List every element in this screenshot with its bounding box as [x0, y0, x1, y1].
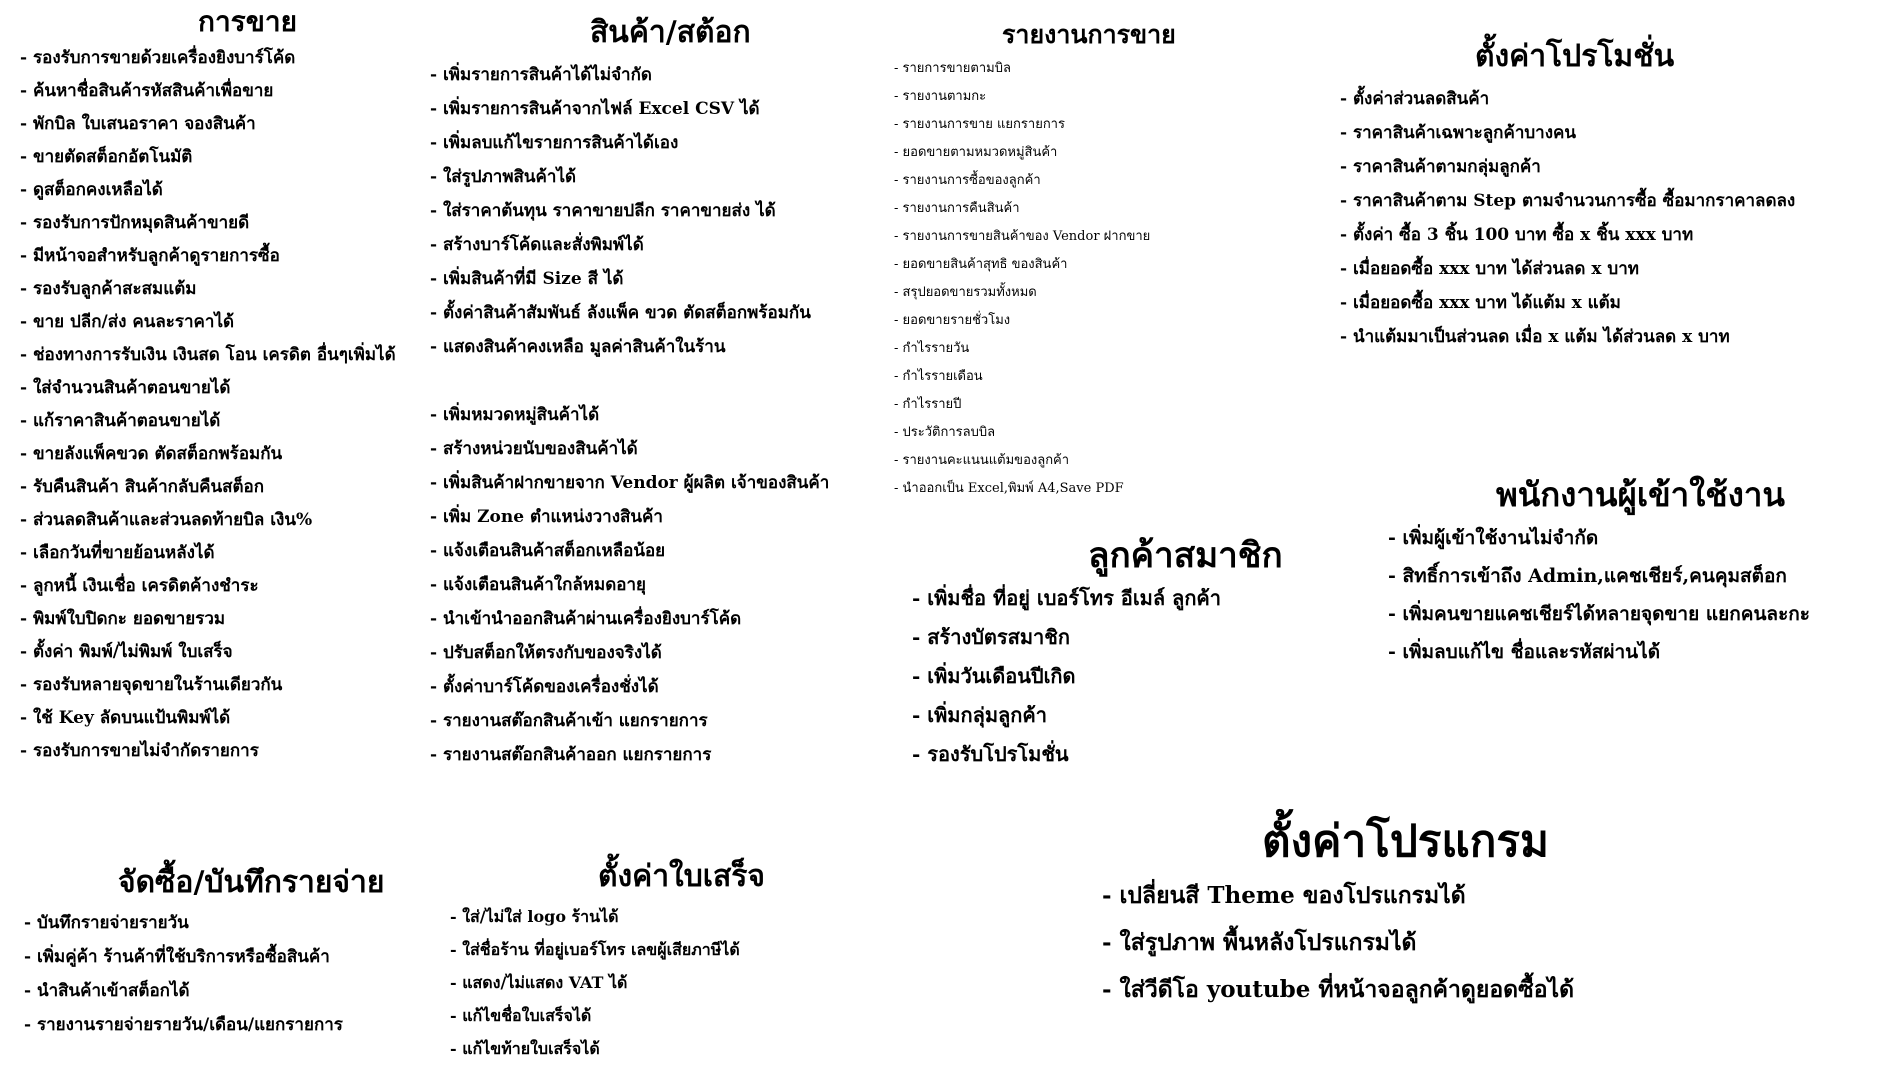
feature-item: - แก้ไขท้ายใบเสร็จได้ [450, 1039, 600, 1058]
feature-item: - รายงานตามกะ [894, 89, 987, 104]
feature-item: - เพิ่ม Zone ตำแหน่งวางสินค้า [430, 507, 663, 527]
feature-item: - รายงานคะแนนแต้มของลูกค้า [894, 453, 1070, 468]
purchase-feature-list [24, 906, 384, 1042]
feature-item: - ใส่รูปภาพ พื้นหลังโปรแกรมได้ [1102, 929, 1417, 956]
staff-feature-list [1388, 519, 1810, 671]
feature-item: - ช่องทางการรับเงิน เงินสด โอน เครดิต อื่นๆเพิ่มได้ [20, 345, 396, 365]
feature-item: - ส่วนลดสินค้าและส่วนลดท้ายบิล เงิน% [20, 510, 313, 530]
feature-item: - กำไรรายวัน [894, 341, 970, 356]
section-sales-title: การขาย [198, 5, 297, 38]
feature-item: - เลือกวันที่ขายย้อนหลังได้ [20, 543, 215, 563]
feature-item: - แสดงสินค้าคงเหลือ มูลค่าสินค้าในร้าน [430, 337, 726, 357]
feature-item: - รองรับการขายด้วยเครื่องยิงบาร์โค้ด [20, 48, 296, 68]
feature-item: - พักบิล ใบเสนอราคา จองสินค้า [20, 114, 256, 134]
feature-item: - ใส่จำนวนสินค้าตอนขายได้ [20, 378, 231, 398]
receipt-feature-list [450, 900, 765, 1065]
feature-item: - รายงานการคืนสินค้า [894, 201, 1020, 216]
feature-item: - เพิ่มวันเดือนปีเกิด [912, 664, 1076, 688]
stock-feature-list-b [430, 398, 829, 772]
feature-item: - ใส่รูปภาพสินค้าได้ [430, 167, 577, 187]
feature-item: - รองรับการปักหมุดสินค้าขายดี [20, 213, 250, 233]
feature-item: - นำเข้านำออกสินค้าผ่านเครื่องยิงบาร์โค้ด [430, 609, 742, 629]
section-receipt-settings-title: ตั้งค่าใบเสร็จ [598, 859, 765, 894]
feature-item: - ยอดขายสินค้าสุทธิ ของสินค้า [894, 257, 1068, 272]
report-feature-list [894, 55, 1176, 503]
section-stock [430, 15, 830, 772]
feature-item: - มีหน้าจอสำหรับลูกค้าดูรายการซื้อ [20, 246, 280, 266]
feature-item: - เมื่อยอดซื้อ xxx บาท ได้ส่วนลด x บาท [1340, 259, 1639, 279]
feature-item: - ใส่ราคาต้นทุน ราคาขายปลีก ราคาขายส่ง ได้ [430, 201, 776, 221]
stock-feature-list-a [430, 58, 829, 364]
feature-item: - รองรับหลายจุดขายในร้านเดียวกัน [20, 675, 283, 695]
section-receipt-settings [450, 859, 765, 1065]
section-purchase-title: จัดซื้อ/บันทึกรายจ่าย [118, 865, 385, 900]
feature-item: - สิทธิ์การเข้าถึง Admin,แคชเชียร์,คนคุมสต็อก [1388, 565, 1787, 587]
feature-item: - สร้างหน่วยนับของสินค้าได้ [430, 439, 638, 459]
feature-item: - เพิ่มสินค้าฝากขายจาก Vendor ผู้ผลิต เจ้าของสินค้า [430, 473, 830, 493]
feature-item: - รายงานรายจ่ายรายวัน/เดือน/แยกรายการ [24, 1015, 343, 1035]
feature-item: - แจ้งเตือนสินค้าสต็อกเหลือน้อย [430, 541, 666, 561]
feature-item: - แก้ไขชื่อใบเสร็จได้ [450, 1006, 592, 1025]
feature-item: - เพิ่มลบแก้ไข ชื่อและรหัสผ่านได้ [1388, 641, 1661, 663]
section-purchase [24, 865, 385, 1042]
feature-item: - ตั้งค่าส่วนลดสินค้า [1340, 89, 1490, 109]
feature-item: - ราคาสินค้าเฉพาะลูกค้าบางคน [1340, 123, 1577, 143]
feature-item: - นำแต้มมาเป็นส่วนลด เมื่อ x แต้ม ได้ส่วนลด x บาท [1340, 327, 1730, 347]
feature-item: - เพิ่มคนขายแคชเชียร์ได้หลายจุดขาย แยกคนละกะ [1388, 603, 1810, 625]
feature-item: - ประวัติการลบบิล [894, 425, 996, 440]
feature-item: - เพิ่มรายการสินค้าได้ไม่จำกัด [430, 65, 652, 85]
feature-item: - ใส่/ไม่ใส่ logo ร้านได้ [450, 907, 619, 926]
feature-item: - ขายตัดสต็อกอัตโนมัติ [20, 147, 193, 167]
feature-item: - เพิ่มหมวดหมู่สินค้าได้ [430, 405, 600, 425]
section-promotion-title: ตั้งค่าโปรโมชั่น [1475, 39, 1675, 74]
feature-item: - แสดง/ไม่แสดง VAT ได้ [450, 973, 628, 992]
feature-item: - ขาย ปลีก/ส่ง คนละราคาได้ [20, 312, 235, 332]
section-member [912, 535, 1283, 774]
sales-feature-list [20, 42, 396, 768]
feature-item: - รายงานการขายสินค้าของ Vendor ฝากขาย [894, 229, 1151, 244]
feature-item: - แก้ราคาสินค้าตอนขายได้ [20, 411, 221, 431]
feature-item: - นำออกเป็น Excel,พิมพ์ A4,Save PDF [894, 481, 1124, 496]
feature-item: - รับคืนสินค้า สินค้ากลับคืนสต็อก [20, 477, 265, 497]
feature-item: - ลูกหนี้ เงินเชื่อ เครดิตค้างชำระ [20, 576, 259, 596]
feature-item: - รองรับลูกค้าสะสมแต้ม [20, 279, 197, 299]
section-sales-report-title: รายงานการขาย [1002, 20, 1176, 49]
feature-item: - รายงานการซื้อของลูกค้า [894, 173, 1041, 188]
section-sales [20, 5, 396, 768]
feature-item: - รายงานสต๊อกสินค้าเข้า แยกรายการ [430, 711, 708, 731]
feature-item: - ตั้งค่าสินค้าสัมพันธ์ ลังแพ็ค ขวด ตัดสต็อกพร้อมกัน [430, 303, 811, 323]
section-program-settings-title: ตั้งค่าโปรแกรม [1262, 816, 1550, 867]
feature-item: - เพิ่มลบแก้ไขรายการสินค้าได้เอง [430, 133, 679, 153]
feature-item: - เพิ่มรายการสินค้าจากไฟล์ Excel CSV ได้ [430, 99, 760, 119]
section-staff [1388, 475, 1810, 671]
feature-item: - ยอดขายรายชั่วโมง [894, 313, 1011, 328]
feature-item: - ใส่ชื่อร้าน ที่อยู่เบอร์โทร เลขผู้เสียภาษีได้ [450, 940, 740, 959]
feature-item: - ขายลังแพ็คขวด ตัดสต็อกพร้อมกัน [20, 444, 283, 464]
feature-item: - ใช้ Key ลัดบนแป้นพิมพ์ได้ [20, 708, 231, 728]
feature-item: - รองรับโปรโมชั่น [912, 742, 1069, 766]
feature-item: - กำไรรายเดือน [894, 369, 983, 384]
feature-item: - พิมพ์ใบปิดกะ ยอดขายรวม [20, 609, 226, 629]
feature-item: - เปลี่ยนสี Theme ของโปรแกรมได้ [1102, 882, 1466, 909]
program-feature-list [1102, 872, 1574, 1013]
feature-item: - รายการขายตามบิล [894, 61, 1011, 76]
feature-item: - ยอดขายตามหมวดหมู่สินค้า [894, 145, 1058, 160]
feature-item: - ตั้งค่า ซื้อ 3 ชิ้น 100 บาท ซื้อ x ชิ้น xxx บาท [1340, 225, 1694, 245]
feature-item: - ดูสต็อกคงเหลือได้ [20, 180, 163, 200]
feature-item: - สร้างบัตรสมาชิก [912, 625, 1070, 649]
feature-item: - เพิ่มชื่อ ที่อยู่ เบอร์โทร อีเมล์ ลูกค้า [912, 586, 1222, 610]
feature-item: - ตั้งค่าบาร์โค้ดของเครื่องชั่งได้ [430, 677, 659, 697]
section-stock-title: สินค้า/สต้อก [590, 15, 751, 50]
feature-item: - กำไรรายปี [894, 397, 962, 412]
feature-item: - ค้นหาชื่อสินค้ารหัสสินค้าเพื่อขาย [20, 81, 274, 101]
feature-item: - ตั้งค่า พิมพ์/ไม่พิมพ์ ใบเสร็จ [20, 642, 233, 662]
promotion-feature-list [1340, 82, 1795, 354]
feature-item: - บันทึกรายจ่ายรายวัน [24, 913, 189, 933]
feature-item: - รายงานการขาย แยกรายการ [894, 117, 1065, 132]
feature-item: - เพิ่มคู่ค้า ร้านค้าที่ใช้บริการหรือซื้อสินค้า [24, 947, 330, 967]
feature-item: - เมื่อยอดซื้อ xxx บาท ได้แต้ม x แต้ม [1340, 293, 1621, 313]
feature-item: - เพิ่มกลุ่มลูกค้า [912, 703, 1047, 727]
section-staff-title: พนักงานผู้เข้าใช้งาน [1496, 475, 1785, 514]
feature-item: - เพิ่มสินค้าที่มี Size สี ได้ [430, 269, 624, 289]
feature-item: - นำสินค้าเข้าสต็อกได้ [24, 981, 190, 1001]
feature-item: - สรุปยอดขายรวมทั้งหมด [894, 285, 1037, 300]
section-sales-report [894, 22, 1176, 503]
section-promotion [1340, 39, 1796, 354]
feature-item: - ใส่วีดีโอ youtube ที่หน้าจอลูกค้าดูยอดซื้อได้ [1102, 976, 1575, 1003]
feature-item: - ราคาสินค้าตาม Step ตามจำนวนการซื้อ ซื้อมากราคาลดลง [1340, 191, 1796, 211]
feature-item: - รายงานสต๊อกสินค้าออก แยกรายการ [430, 745, 712, 765]
feature-item: - รองรับการขายไม่จำกัดรายการ [20, 741, 259, 761]
feature-item: - ราคาสินค้าตามกลุ่มลูกค้า [1340, 157, 1541, 177]
section-program-settings [1102, 816, 1575, 1013]
section-member-title: ลูกค้าสมาชิก [1088, 535, 1283, 576]
feature-item: - เพิ่มผู้เข้าใช้งานไม่จำกัด [1388, 527, 1599, 549]
feature-item: - สร้างบาร์โค้ดและสั่งพิมพ์ได้ [430, 235, 644, 255]
feature-item: - แจ้งเตือนสินค้าใกล้หมดอายุ [430, 575, 646, 595]
member-feature-list [912, 579, 1283, 774]
feature-item: - ปรับสต็อกให้ตรงกับของจริงได้ [430, 643, 662, 663]
